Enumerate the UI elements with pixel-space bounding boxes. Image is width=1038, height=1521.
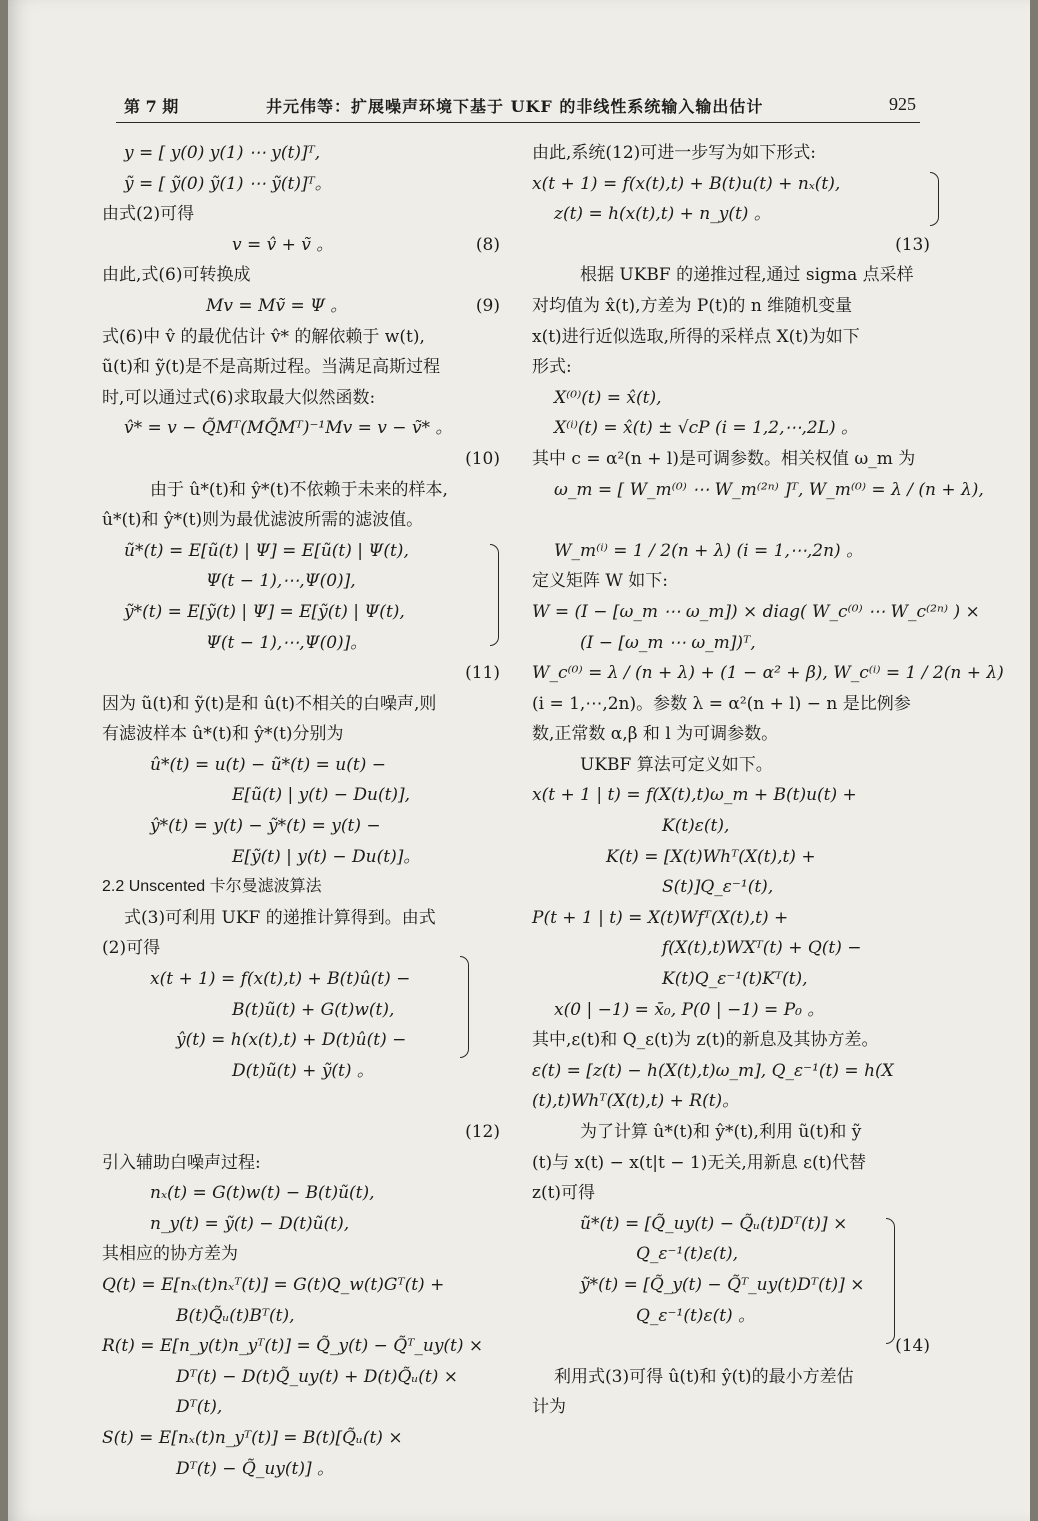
text-line xyxy=(532,842,936,873)
equation-brace-12 xyxy=(460,956,469,1058)
text-line xyxy=(102,1117,506,1148)
running-title: 井元伟等：扩展噪声环境下基于 UKF 的非线性系统输入输出估计 xyxy=(266,97,764,116)
line-text: (t),t)Whᵀ(X(t),t) + R(t)。 xyxy=(532,1091,740,1112)
text-line xyxy=(102,1362,506,1393)
text-line xyxy=(102,444,506,475)
text-line xyxy=(532,1148,936,1179)
line-text: W = (I − [ω_m ⋯ ω_m]) × diag( W_c⁽⁰⁾ ⋯ W_c⁽²ⁿ⁾ ) × xyxy=(532,601,980,622)
line-text: Dᵀ(t), xyxy=(176,1397,223,1418)
line-text: X⁽ⁱ⁾(t) = x̂(t) ± √cP (i = 1,2,⋯,2L) 。 xyxy=(554,418,859,439)
text-line xyxy=(102,1239,506,1270)
text-line xyxy=(102,505,506,536)
equation-number: (14) xyxy=(895,1336,930,1357)
text-line xyxy=(102,169,506,200)
line-text: E[ũ(t) | y(t) − Du(t)], xyxy=(232,785,411,806)
text-line xyxy=(102,628,506,659)
line-text: ũ*(t) = E[ũ(t) | Ψ] = E[ũ(t) | Ψ(t), xyxy=(124,540,409,561)
text-line xyxy=(102,1178,506,1209)
text-line xyxy=(532,933,936,964)
line-text: x(t + 1 | t) = f(X(t),t)ω_m + B(t)u(t) + xyxy=(532,785,857,806)
line-text: (2)可得 xyxy=(102,938,161,959)
text-line xyxy=(532,1362,936,1393)
line-text: ε(t) = [z(t) − h(X(t),t)ω_m], Q_ε⁻¹(t) = h(X xyxy=(532,1060,894,1081)
text-line xyxy=(102,413,506,444)
line-text: 式(6)中 v̂ 的最优估计 v̂* 的解依赖于 w(t), xyxy=(102,326,425,347)
text-line xyxy=(532,903,936,934)
page-number: 925 xyxy=(889,94,916,114)
line-text: D(t)ũ(t) + ỹ(t) 。 xyxy=(232,1060,374,1081)
line-text: 式(3)可利用 UKF 的递推计算得到。由式 xyxy=(124,907,436,928)
line-text: z(t)可得 xyxy=(532,1183,596,1204)
line-text: S(t)]Q_ε⁻¹(t), xyxy=(662,877,774,898)
text-line xyxy=(102,260,506,291)
text-line xyxy=(102,872,506,903)
text-line xyxy=(532,260,936,291)
text-line xyxy=(102,1086,506,1117)
equation-brace-11 xyxy=(490,544,499,646)
line-text: y = [ y(0) y(1) ⋯ y(t)]ᵀ, xyxy=(124,143,321,163)
text-line xyxy=(102,658,506,689)
line-text: ω_m = [ W_m⁽⁰⁾ ⋯ W_m⁽²ⁿ⁾ ]ᵀ, W_m⁽⁰⁾ = λ / (n + λ), xyxy=(554,479,984,500)
line-text: 其相应的协方差为 xyxy=(102,1244,238,1265)
text-line xyxy=(532,199,936,230)
issue-label: 第 7 期 xyxy=(124,97,179,116)
line-text: x(0 | −1) = x̄₀, P(0 | −1) = P₀ 。 xyxy=(554,999,825,1020)
text-line xyxy=(532,383,936,414)
text-line xyxy=(532,230,936,261)
text-line xyxy=(532,138,936,169)
text-line xyxy=(532,628,936,659)
line-text: 定义矩阵 W 如下: xyxy=(532,571,669,592)
text-line xyxy=(102,597,506,628)
text-line xyxy=(102,964,506,995)
equation-number: (12) xyxy=(465,1122,500,1142)
text-line xyxy=(532,1270,936,1301)
text-line xyxy=(532,413,936,444)
line-text: ỹ*(t) = [Q̃_y(t) − Q̃ᵀ_uy(t)Dᵀ(t)] × xyxy=(580,1274,865,1295)
text-line xyxy=(102,322,506,353)
line-text: v = v̂ + ṽ 。 xyxy=(232,234,334,255)
line-text: ŷ(t) = h(x(t),t) + D(t)û(t) − xyxy=(176,1030,407,1051)
line-text: z(t) = h(x(t),t) + n_y(t) 。 xyxy=(554,204,771,225)
text-line xyxy=(532,1331,936,1362)
line-text: nₓ(t) = G(t)w(t) − B(t)ũ(t), xyxy=(150,1183,375,1204)
line-text: û*(t)和 ŷ*(t)则为最优滤波所需的滤波值。 xyxy=(102,510,424,531)
text-line xyxy=(532,658,1004,689)
line-text: ũ*(t) = [Q̃_uy(t) − Q̃ᵤ(t)Dᵀ(t)] × xyxy=(580,1213,848,1234)
line-text: n_y(t) = ỹ(t) − D(t)ũ(t), xyxy=(150,1213,350,1234)
line-text: (I − [ω_m ⋯ ω_m])ᵀ, xyxy=(580,632,756,653)
text-line xyxy=(102,1423,506,1454)
line-text: v̂* = v − Q̃Mᵀ(MQ̃Mᵀ)⁻¹Mv = v − ṽ* 。 xyxy=(124,418,453,439)
text-line xyxy=(532,1025,936,1056)
line-text: x(t)进行近似选取,所得的采样点 X(t)为如下 xyxy=(532,326,860,347)
text-line xyxy=(532,322,936,353)
text-line xyxy=(102,811,506,842)
text-line xyxy=(532,536,936,567)
line-text: 形式: xyxy=(532,357,572,378)
text-line xyxy=(102,199,506,230)
text-line xyxy=(532,995,936,1026)
line-text: Dᵀ(t) − Q̃_uy(t)] 。 xyxy=(176,1458,335,1479)
text-line xyxy=(102,719,506,750)
line-text: (i = 1,⋯,2n)。参数 λ = α²(n + l) − n 是比例参 xyxy=(532,693,911,714)
text-line xyxy=(532,1239,936,1270)
line-text: K(t)Q_ε⁻¹(t)Kᵀ(t), xyxy=(662,969,808,990)
line-text: Q_ε⁻¹(t)ε(t) 。 xyxy=(636,1305,756,1326)
line-text: 根据 UKBF 的递推过程,通过 sigma 点采样 xyxy=(580,265,914,286)
text-line xyxy=(532,1392,936,1423)
line-text: ỹ*(t) = E[ỹ(t) | Ψ] = E[ỹ(t) | Ψ(t), xyxy=(124,601,405,622)
text-line xyxy=(102,689,506,720)
line-text: 时,可以通过式(6)求取最大似然函数: xyxy=(102,387,376,408)
line-text: S(t) = E[nₓ(t)n_yᵀ(t)] = B(t)[Q̃ᵤ(t) × xyxy=(102,1427,403,1448)
line-text: 为了计算 û*(t)和 ŷ*(t),利用 ũ(t)和 ỹ xyxy=(580,1122,862,1142)
text-line xyxy=(532,780,936,811)
text-line xyxy=(532,964,936,995)
line-text: (t)与 x(t) − x(t|t − 1)无关,用新息 ε(t)代替 xyxy=(532,1152,867,1173)
equation-brace-13 xyxy=(930,172,939,226)
line-text: Dᵀ(t) − D(t)Q̃_uy(t) + D(t)Q̃ᵤ(t) × xyxy=(176,1366,458,1387)
equation-number: (10) xyxy=(465,448,500,469)
equation-number: (11) xyxy=(465,663,500,684)
line-text: Ψ(t − 1),⋯,Ψ(0)], xyxy=(206,571,356,592)
text-line xyxy=(532,750,936,781)
journal-page xyxy=(8,0,1030,1521)
text-line xyxy=(532,1209,936,1240)
line-text: 利用式(3)可得 û(t)和 ŷ(t)的最小方差估 xyxy=(554,1366,854,1387)
line-text: W_m⁽ⁱ⁾ = 1 / 2(n + λ) (i = 1,⋯,2n) 。 xyxy=(554,540,864,561)
text-line xyxy=(532,719,936,750)
text-line xyxy=(532,475,984,506)
line-text: 引入辅助白噪声过程: xyxy=(102,1152,261,1173)
line-text: 由此,系统(12)可进一步写为如下形式: xyxy=(532,143,817,163)
line-text: û*(t) = u(t) − ũ*(t) = u(t) − xyxy=(150,754,386,775)
text-line xyxy=(102,995,506,1026)
text-line xyxy=(102,780,506,811)
text-line xyxy=(102,383,506,414)
text-line xyxy=(532,1301,936,1332)
line-text: W_c⁽⁰⁾ = λ / (n + λ) + (1 − α² + β), W_c⁽ⁱ⁾ = 1 / 2(n + λ) xyxy=(532,663,1004,684)
line-text: ũ(t)和 ỹ(t)是不是高斯过程。当满足高斯过程 xyxy=(102,357,441,378)
text-line xyxy=(532,1086,936,1117)
text-line xyxy=(102,536,506,567)
text-line xyxy=(102,750,506,781)
line-text: 其中 c = α²(n + l)是可调参数。相关权值 ω_m 为 xyxy=(532,448,916,469)
line-text: R(t) = E[n_y(t)n_yᵀ(t)] = Q̃_y(t) − Q̃ᵀ_uy(t) × xyxy=(102,1336,484,1357)
text-line xyxy=(532,352,936,383)
line-text: 对均值为 x̂(t),方差为 P(t)的 n 维随机变量 xyxy=(532,295,853,316)
line-text: 因为 ũ(t)和 ỹ(t)是和 û(t)不相关的白噪声,则 xyxy=(102,693,437,714)
text-line xyxy=(532,505,936,536)
line-text: 由此,式(6)可转换成 xyxy=(102,265,251,286)
text-line xyxy=(102,566,506,597)
text-line xyxy=(102,842,506,873)
text-line xyxy=(532,169,936,200)
line-text: B(t)Q̃ᵤ(t)Bᵀ(t), xyxy=(176,1305,295,1326)
line-text: ỹ = [ ỹ(0) ỹ(1) ⋯ ỹ(t)]ᵀ。 xyxy=(124,173,332,194)
text-line xyxy=(102,475,506,506)
text-line xyxy=(102,903,506,934)
text-line xyxy=(102,1025,506,1056)
line-text: 有滤波样本 û*(t)和 ŷ*(t)分别为 xyxy=(102,724,344,745)
line-text: K(t) = [X(t)Whᵀ(X(t),t) + xyxy=(606,846,816,867)
equation-number: (9) xyxy=(475,295,500,316)
text-line xyxy=(102,933,506,964)
line-text: 2.2 Unscented 卡尔曼滤波算法 xyxy=(102,878,322,896)
line-text: ŷ*(t) = y(t) − ỹ*(t) = y(t) − xyxy=(150,816,381,837)
line-text: K(t)ε(t), xyxy=(662,816,730,837)
text-line xyxy=(102,1148,506,1179)
left-column xyxy=(102,138,506,1484)
line-text: B(t)ũ(t) + G(t)w(t), xyxy=(232,999,395,1020)
line-text: E[ỹ(t) | y(t) − Du(t)]。 xyxy=(232,846,421,867)
text-line xyxy=(532,872,936,903)
text-line xyxy=(102,1454,506,1485)
right-column xyxy=(532,138,1004,1423)
line-text: 其中,ε(t)和 Q_ε(t)为 z(t)的新息及其协方差。 xyxy=(532,1030,879,1051)
text-line xyxy=(102,1301,506,1332)
line-text: P(t + 1 | t) = X(t)Wfᵀ(X(t),t) + xyxy=(532,907,789,928)
text-line xyxy=(532,689,936,720)
line-text: Q(t) = E[nₓ(t)nₓᵀ(t)] = G(t)Q_w(t)Gᵀ(t) + xyxy=(102,1274,445,1295)
line-text: x(t + 1) = f(x(t),t) + B(t)u(t) + nₓ(t), xyxy=(532,173,841,194)
line-text: Q_ε⁻¹(t)ε(t), xyxy=(636,1244,739,1265)
text-line xyxy=(532,811,936,842)
text-line xyxy=(102,138,506,169)
running-header xyxy=(116,88,920,123)
line-text: UKBF 算法可定义如下。 xyxy=(580,754,773,775)
text-line xyxy=(102,352,506,383)
line-text: 由于 û*(t)和 ŷ*(t)不依赖于未来的样本, xyxy=(150,479,448,500)
text-line xyxy=(532,1178,936,1209)
text-line xyxy=(532,291,936,322)
line-text: 计为 xyxy=(532,1397,566,1418)
text-line xyxy=(102,1209,506,1240)
line-text: Mv = Mṽ = Ψ 。 xyxy=(206,295,348,316)
equation-brace-14 xyxy=(886,1218,895,1344)
text-line xyxy=(532,566,936,597)
text-line xyxy=(102,291,506,322)
line-text: f(X(t),t)WXᵀ(t) + Q(t) − xyxy=(662,938,862,959)
line-text: X⁽⁰⁾(t) = x̂(t), xyxy=(554,387,662,408)
text-line xyxy=(102,1392,506,1423)
text-line xyxy=(532,597,980,628)
line-text: 由式(2)可得 xyxy=(102,204,195,225)
text-line xyxy=(102,1270,506,1301)
line-text: x(t + 1) = f(x(t),t) + B(t)û(t) − xyxy=(150,969,411,990)
text-line xyxy=(532,444,936,475)
text-line xyxy=(102,1331,506,1362)
text-line xyxy=(102,1056,506,1087)
text-line xyxy=(102,230,506,261)
text-line xyxy=(532,1056,936,1087)
equation-number: (13) xyxy=(895,234,930,255)
line-text: 数,正常数 α,β 和 l 为可调参数。 xyxy=(532,724,779,745)
line-text: Ψ(t − 1),⋯,Ψ(0)]。 xyxy=(206,632,368,653)
text-line xyxy=(532,1117,936,1148)
equation-number: (8) xyxy=(475,234,500,255)
